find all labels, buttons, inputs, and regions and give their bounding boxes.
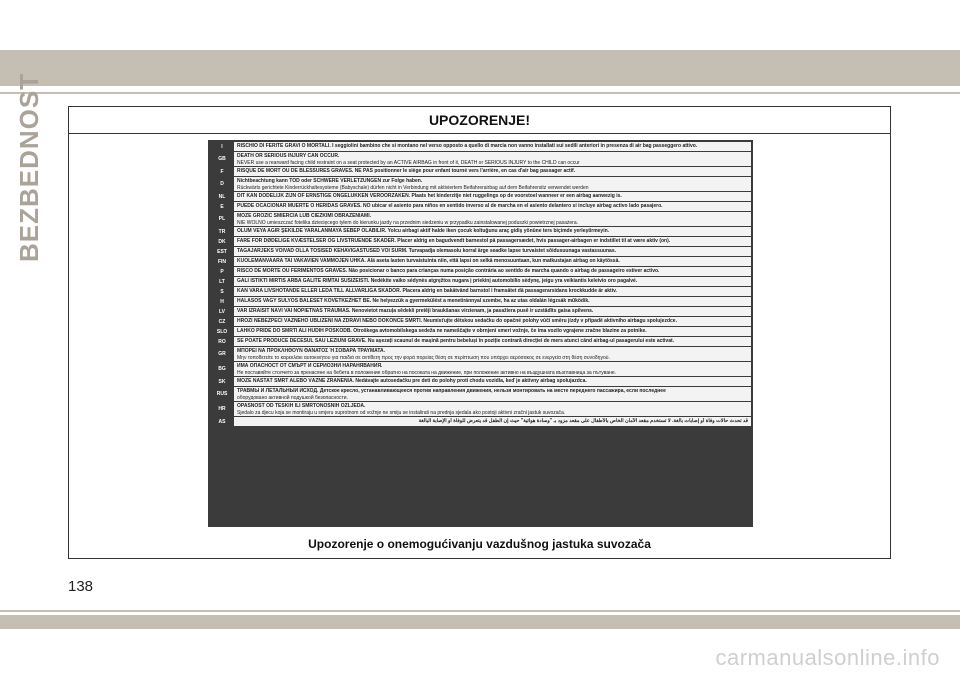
warning-text (234, 402, 751, 416)
warning-text (234, 237, 751, 246)
warning-text (234, 152, 751, 166)
language-code: E (210, 202, 234, 211)
warning-text-line-1: قد تحدث حالات وفاة أو إصابات بالغة. لا تستخدم مقعد الأمان الخاص بالأطفال على مقعد مزود بـ "وسادة هوائية" حيث إن الطفل قد يتعرض للوفاة أو الإصابة البالغة (418, 418, 748, 424)
section-label: BEZBEDNOST (14, 72, 44, 262)
label-row (210, 267, 751, 276)
warning-text (234, 297, 751, 306)
label-row (210, 277, 751, 286)
warning-text-line-2: Μην τοποθετείτε το καρεκλάκι αυτοκινήτου για παιδιά σε αντίθετη προς την φορά πορείας θέση σε περίπτωση που υπάρχει αερόσακος σε ενεργεία στη θέση συνοδηγού. (237, 354, 610, 361)
warning-text-line-1: MÔŽE NASTAŤ SMRŤ ALEBO VÁŽNE ZRANENIA. Nedávajte autosedačku pre deti do polohy proti chodu vozidla, keď je aktívny airbag spolujazdca. (237, 378, 587, 384)
language-code: F (210, 167, 234, 176)
language-code: EST (210, 247, 234, 256)
warning-caption: Upozorenje o onemogućivanju vazdušnog jastuka suvozača (308, 537, 651, 551)
warning-text-line-1: OPASNOST OD TEŠKIH ILI SMRTONOSNIH OZLJEDA. (237, 403, 366, 409)
warning-text-line-1: KUOLEMANVAARA TAI VAKAVIEN VAMMOJEN UHKA. Älä aseta lasten turvaistuinta niin, että lapsi on selkä menosuuntaan, kun matkustajan airbag on käytössä. (237, 258, 620, 264)
warning-text (234, 287, 751, 296)
label-row (210, 387, 751, 401)
warning-text (234, 267, 751, 276)
language-code: CZ (210, 317, 234, 326)
footer-band (0, 615, 960, 629)
warning-text-line-1: HROZÍ NEBEZPEČÍ VÁŽNÉHO UBLÍŽENÍ NA ZDRAVÍ NEBO DOKONCE SMRTI. Neumisťujte dětskou sedačku do opačné polohy vůči směru jízdy v případě aktivního airbagu spolujezdce. (237, 318, 677, 324)
label-row (210, 257, 751, 266)
warning-text-line-1: LAHKO PRIDE DO SMRTI ALI HUDIH POŠKODB. Otroškega avtomobilskega sedeža ne nameščajte v obrnjeni smeri vožnje, če ima vozilo vgrajene zračne blazine za potnike. (237, 328, 647, 334)
label-row (210, 307, 751, 316)
warning-text (234, 167, 751, 176)
warning-text-line-2: NEVER use a rearward facing child restraint on a seat protected by an ACTIVE AIRBAG in front of it, DEATH or SERIOUS INJURY to the CHILD can occur (237, 159, 580, 166)
language-code: LV (210, 307, 234, 316)
warning-text-line-1: Nichtbeachtung kann TOD oder SCHWERE VERLETZUNGEN zur Folge haben. (237, 178, 423, 184)
label-row (210, 347, 751, 361)
warning-text-line-1: ΜΠΟΡΕΙ ΝΑ ΠΡΟΚΛΗΘΟΥΝ ΘΑΝΑΤΟΣ Ή ΣΟΒΑΡΑ ΤΡΑΥΜΑΤΑ. (237, 348, 386, 354)
language-code: AS (210, 417, 234, 426)
warning-text-line-1: DEATH OR SERIOUS INJURY CAN OCCUR. (237, 153, 340, 159)
warning-text (234, 377, 751, 386)
warning-text-line-1: DIT KAN DODELIJK ZIJN OF ERNSTIGE ONGELUKKEN VEROORZAKEN. Plaats het kinderzitje niet ruggelings op de voorstoel wanneer er een airbag aanwezig is. (237, 193, 622, 199)
label-row (210, 337, 751, 346)
label-row (210, 417, 751, 426)
language-code: S (210, 287, 234, 296)
warning-title: UPOZORENJE! (69, 107, 890, 134)
warning-text-line-1: HALÁSOS VAGY SÚLYOS BALESET KÖVETKEZHET BE. Ne helyezzük a gyermekülést a menetiránnyal szembe, ha az utas oldalán légzsák működik. (237, 298, 590, 304)
header-band (0, 50, 960, 86)
language-code: BG (210, 362, 234, 376)
language-code: DK (210, 237, 234, 246)
label-row (210, 362, 751, 376)
label-row (210, 327, 751, 336)
label-row (210, 167, 751, 176)
language-code: LT (210, 277, 234, 286)
language-code: RUS (210, 387, 234, 401)
warning-text (234, 177, 751, 191)
warning-text-line-1: ИМА ОПАСНОСТ ОТ СМЪРТ И СЕРИОЗНИ НАРАНЯВАНИЯ. (237, 363, 383, 369)
warning-text (234, 257, 751, 266)
warning-text-line-2: оборудовано активной подушкой безопасности. (237, 394, 348, 401)
language-code: I (210, 142, 234, 151)
warning-text (234, 192, 751, 201)
warning-text (234, 212, 751, 226)
warning-text-line-2: Sjedalo za djecu koja se montiraju u smjeru suprotnom od vožnje ne smiju se instalirati na prednja sjedala ako postoji aktivni zračni jastuk suvozača. (237, 409, 566, 416)
label-row (210, 152, 751, 166)
language-code: SLO (210, 327, 234, 336)
label-row (210, 317, 751, 326)
label-row (210, 227, 751, 236)
warning-text-line-2: NIE WOLNO umieszczać fotelika dziecięcego tyłem do kierunku jazdy na przednim siedzeniu w przypadku zainstalowanej poduszki powietrznej pasażera. (237, 219, 578, 226)
label-row (210, 212, 751, 226)
warning-text (234, 142, 751, 151)
label-row (210, 177, 751, 191)
label-row (210, 247, 751, 256)
airbag-warning-label-image (208, 140, 753, 527)
language-code: GR (210, 347, 234, 361)
header-rule (0, 92, 960, 94)
label-row (210, 297, 751, 306)
warning-text-line-1: RISCO DE MORTE OU FERIMENTOS GRAVES. Não posicionar o banco para crianças numa posição contrária ao sentido de marcha quando o airbag de passageiro estiver activo. (237, 268, 660, 274)
label-row (210, 142, 751, 151)
warning-text-line-1: PUEDE OCACIONAR MUERTE O HERIDAS GRAVES. NO ubicar el asiento para niños en sentido inverso al de marcha en el asiento delantero si incluye airbag activo lado pasajero. (237, 203, 663, 209)
warning-text-line-2: Не поставяйте столчето за пренасяне на бебета в положение обратно на посоката на движение, при положение активно на въздушната възглавница за пътуване. (237, 369, 617, 376)
footer-rule (0, 610, 960, 612)
language-code: GB (210, 152, 234, 166)
language-code: TR (210, 227, 234, 236)
warning-text-line-1: RISCHIO DI FERITE GRAVI O MORTALI. I seggiolini bambino che si montano nel verso opposto a quello di marcia non vanno installati sui sedili anteriori in presenza di air bag passeggero attivo. (237, 143, 698, 149)
language-code: NL (210, 192, 234, 201)
warning-text (234, 417, 751, 426)
language-code: HR (210, 402, 234, 416)
warning-text (234, 317, 751, 326)
warning-text-line-1: GALI IŠTIKTI MIRTIS ARBA GALITE RIMTAI SUSIŽEISTI. Nedėkite vaiko sėdynės atgręžtos nugara į priekinį automobilio sėdynę, jeigu yra veikiantis keleivio oro pagalvė. (237, 278, 638, 284)
warning-text-line-1: RISQUE DE MORT OU DE BLESSURES GRAVES. NE PAS positionner le siège pour enfant tourné vers l'arrière, en cas d'air bag passager actif. (237, 168, 576, 174)
label-row (210, 202, 751, 211)
warning-box (68, 106, 891, 559)
warning-text (234, 227, 751, 236)
warning-text (234, 337, 751, 346)
warning-text (234, 362, 751, 376)
label-row (210, 237, 751, 246)
language-code: P (210, 267, 234, 276)
label-row (210, 402, 751, 416)
warning-text-line-1: ТРАВМЫ И ЛЕТАЛЬНЫЙ ИСХОД. Детское кресло, устанавливающееся против направления движения, нельзя монтировать на месте переднего пассажира, если последнее (237, 388, 666, 394)
warning-text (234, 387, 751, 401)
label-row (210, 192, 751, 201)
page-number: 138 (68, 578, 94, 595)
warning-text (234, 347, 751, 361)
watermark: carmanualsonline.info (715, 645, 940, 670)
label-row (210, 377, 751, 386)
warning-text-line-1: FARE FOR DØDELIGE KVÆSTELSER OG LIVSTRUENDE SKADER. Placer aldrig en bagudvendt barnestol på passagersædet, hvis passager-airbagen er indstillet til at være aktiv (on). (237, 238, 671, 244)
language-code: PL (210, 212, 234, 226)
warning-text (234, 277, 751, 286)
warning-text-line-2: Rückwärts gerichtete Kinderrückhaltesysteme (Babyschale) dürfen nicht in Verbindung mit aktiviertem Beifahrerairbag auf dem Beifahrersitz verwendet werden (237, 184, 589, 191)
warning-text-line-1: MOŻE GROZIĆ ŚMIERCIA LUB CIEŻKIMI OBRAŻENIAMI. (237, 213, 371, 219)
warning-text-line-1: KAN VARA LIVSHOTANDE ELLER LEDA TILL ALLVARLIGA SKADOR. Placera aldrig en bakåtvänd barnstol i framsätet då passagerarsidans krockkudde är aktiv. (237, 288, 617, 294)
language-code: SK (210, 377, 234, 386)
warning-text-line-1: SE POATE PRODUCE DECESUL SAU LEZIUNI GRAVE. Nu așezați scaunul de mașină pentru bebeluși în poziție contrară direcției de mers atunci când airbag-ul pasagerului este activat. (237, 338, 675, 344)
warning-text (234, 327, 751, 336)
warning-text-line-1: ÖLÜM VEYA AĞIR ŞEKİLDE YARALANMAYA SEBEP OLABİLİR. Yolcu airbagi aktif halde iken çocuk koltuğunu araç gidiş yönüne ters biçimde yerleştirmeyin. (237, 228, 610, 234)
warning-text-line-1: TAGAJÄRJEKS VÕIVAD OLLA TÕSISED KEHAVIGASTUSED VÕI SURM. Turvapadja olemasolu korral ärge seadke lapse turvaistet sõidusuunaga vastassuunas. (237, 248, 616, 254)
warning-text (234, 247, 751, 256)
language-code: D (210, 177, 234, 191)
warning-text (234, 307, 751, 316)
language-code: FIN (210, 257, 234, 266)
language-code: H (210, 297, 234, 306)
warning-text-line-1: VAR IZRAISĪT NĀVI VAI NOPIETNAS TRAUMAS. Nenovietot mazuļa sēdekli pretēji braukšanas virzienam, ja pasažiera pusē ir uzstādīts gaisa spilvens. (237, 308, 594, 314)
language-code: RO (210, 337, 234, 346)
label-row (210, 287, 751, 296)
warning-text (234, 202, 751, 211)
